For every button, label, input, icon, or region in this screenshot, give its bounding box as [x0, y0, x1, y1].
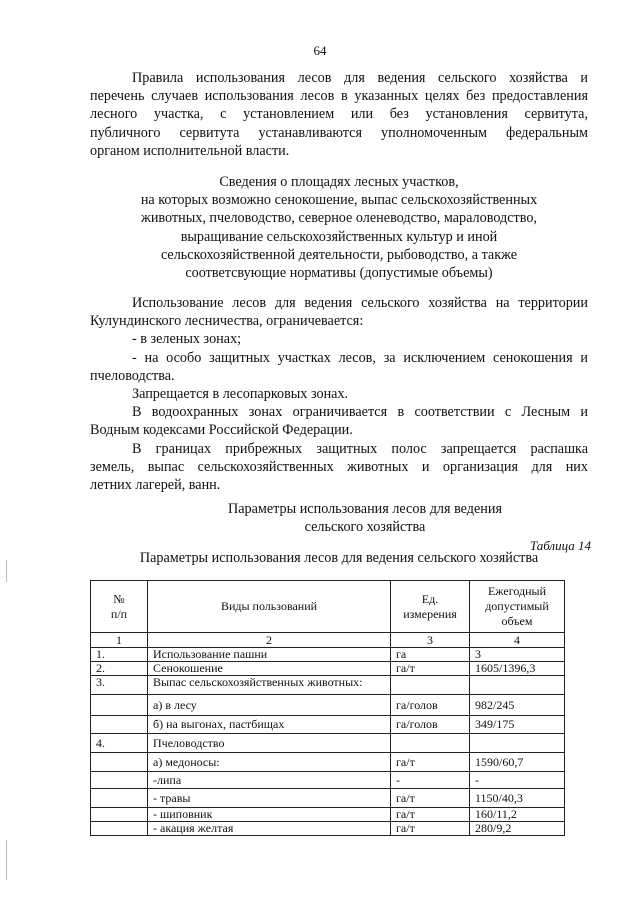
- heading-line: сельскохозяйственной деятельности, рыбоводство, а также: [160, 246, 518, 263]
- row-num: 2.: [91, 662, 148, 676]
- row-volume: 280/9,2: [470, 822, 565, 836]
- row-unit: [391, 676, 470, 695]
- header-text: измерения: [403, 606, 457, 621]
- row-unit: га: [391, 648, 470, 662]
- usage-paragraph: [90, 294, 588, 494]
- row-volume: 1605/1396,3: [470, 662, 565, 676]
- row-num: [91, 789, 148, 808]
- row-unit: га/т: [391, 662, 470, 676]
- row-unit: га/т: [391, 753, 470, 772]
- row-volume: [470, 676, 565, 695]
- heading-line: выращивание сельскохозяйственных культур и иной: [180, 228, 498, 245]
- header-text: Ед.: [421, 591, 439, 606]
- row-num: [91, 808, 148, 822]
- column-number: 4: [470, 633, 565, 648]
- row-unit: -: [391, 772, 470, 789]
- row-volume: 982/245: [470, 695, 565, 716]
- params-heading: [170, 500, 560, 536]
- header-text: объем: [501, 614, 533, 628]
- table-row: [91, 695, 565, 716]
- table-header-row: [91, 581, 565, 633]
- row-type: - шиповник: [148, 808, 391, 822]
- text-line: перечень случаев использования лесов в указанных целях без предоставления: [90, 88, 588, 105]
- row-num: 3.: [91, 676, 148, 695]
- prohibited-parks: Запрещается в лесопарковых зонах.: [132, 386, 349, 403]
- heading-line: Сведения о площадях лесных участков,: [219, 174, 459, 190]
- table-row: [91, 822, 565, 836]
- text-line: органом исполнительной власти.: [90, 142, 290, 159]
- heading-line: соответсвующие нормативы (допустимые объемы): [185, 265, 493, 282]
- header-text: Ежегодный: [487, 584, 547, 598]
- row-type: Выпас сельскохозяйственных животных:: [148, 676, 391, 695]
- text-line: лесного участка, с установлением или без установления сервитута,: [90, 106, 588, 123]
- row-type: а) в лесу: [148, 695, 391, 716]
- header-text: №: [113, 591, 125, 606]
- params-table: [90, 580, 565, 836]
- table-number: Таблица 14: [529, 538, 591, 553]
- column-number-row: [91, 633, 565, 648]
- row-type: Использование пашни: [148, 648, 391, 662]
- table-title: Параметры использования лесов для ведения сельского хозяйства: [139, 550, 539, 566]
- header-num: [91, 581, 148, 633]
- table-row: [91, 789, 565, 808]
- header-unit: [391, 581, 470, 633]
- row-volume: 1590/60,7: [470, 753, 565, 772]
- bullet-protective: - на особо защитных участках лесов, за исключением сенокошения и: [132, 349, 588, 366]
- table-row: [91, 648, 565, 662]
- intro-paragraph: [90, 69, 588, 160]
- header-volume: [470, 581, 565, 633]
- scan-margin-mark: [6, 840, 7, 880]
- page-number: 64: [313, 43, 327, 58]
- section-heading: [90, 173, 588, 282]
- heading-line: животных, пчеловодство, северное оленеводство, мараловодство,: [141, 210, 537, 227]
- bullet-green-zones: - в зеленых зонах;: [132, 331, 242, 348]
- row-type: - акация желтая: [148, 822, 391, 836]
- table-row: [91, 676, 565, 695]
- row-type: Сенокошение: [148, 662, 391, 676]
- row-num: 1.: [91, 648, 148, 662]
- scan-margin-mark: [6, 560, 7, 582]
- row-num: [91, 772, 148, 789]
- heading-line: сельского хозяйства: [304, 519, 426, 536]
- text-line: Кулундинского лесничества, ограничевается:: [90, 313, 364, 330]
- header-type: [148, 581, 391, 633]
- table-row: [91, 753, 565, 772]
- column-number: 3: [391, 633, 470, 648]
- table-row: [91, 772, 565, 789]
- row-num: [91, 716, 148, 734]
- text-line: Водным кодексами Российской Федерации.: [90, 422, 353, 439]
- row-unit: га/т: [391, 822, 470, 836]
- table-row: [91, 662, 565, 676]
- text-line: Использование лесов для ведения сельского хозяйства на территории: [132, 295, 588, 311]
- header-text: Виды пользований: [220, 599, 318, 613]
- row-type: а) медоносы:: [148, 753, 391, 772]
- row-unit: га/голов: [391, 716, 470, 734]
- row-num: [91, 695, 148, 716]
- row-num: [91, 822, 148, 836]
- row-volume: 349/175: [470, 716, 565, 734]
- column-number: 2: [148, 633, 391, 648]
- row-volume: 3: [470, 648, 565, 662]
- table-row: [91, 808, 565, 822]
- row-num: [91, 753, 148, 772]
- row-type: - травы: [148, 789, 391, 808]
- text-line: Правила использования лесов для ведения сельского хозяйства и: [132, 70, 588, 86]
- heading-line: на которых возможно сенокошение, выпас сельскохозяйственных: [140, 192, 538, 209]
- row-unit: га/голов: [391, 695, 470, 716]
- table-row: [91, 734, 565, 753]
- row-volume: 160/11,2: [470, 808, 565, 822]
- row-unit: [391, 734, 470, 753]
- column-number: 1: [91, 633, 148, 648]
- text-line: земель, выпас сельскохозяйственных животных и организация для них: [90, 458, 588, 475]
- row-num: 4.: [91, 734, 148, 753]
- row-volume: [470, 734, 565, 753]
- row-type: -липа: [148, 772, 391, 789]
- table-row: [91, 716, 565, 734]
- row-unit: га/т: [391, 808, 470, 822]
- header-text: п/п: [110, 606, 128, 621]
- row-volume: 1150/40,3: [470, 789, 565, 808]
- water-protection: В водоохранных зонах ограничивается в соответствии с Лесным и: [132, 404, 588, 421]
- coastal-strips: В границах прибрежных защитных полос запрещается распашка: [132, 440, 588, 457]
- row-volume: -: [470, 772, 565, 789]
- text-line: летних лагерей, ванн.: [90, 477, 221, 494]
- heading-line: Параметры использования лесов для ведения: [227, 501, 503, 517]
- header-text: допустимый: [485, 599, 549, 613]
- text-line: пчеловодства.: [90, 367, 175, 384]
- row-type: Пчеловодство: [148, 734, 391, 753]
- row-unit: га/т: [391, 789, 470, 808]
- row-type: б) на выгонах, пастбищах: [148, 716, 391, 734]
- text-line: публичного сервитута устанавливаются уполномоченным федеральным: [90, 124, 588, 141]
